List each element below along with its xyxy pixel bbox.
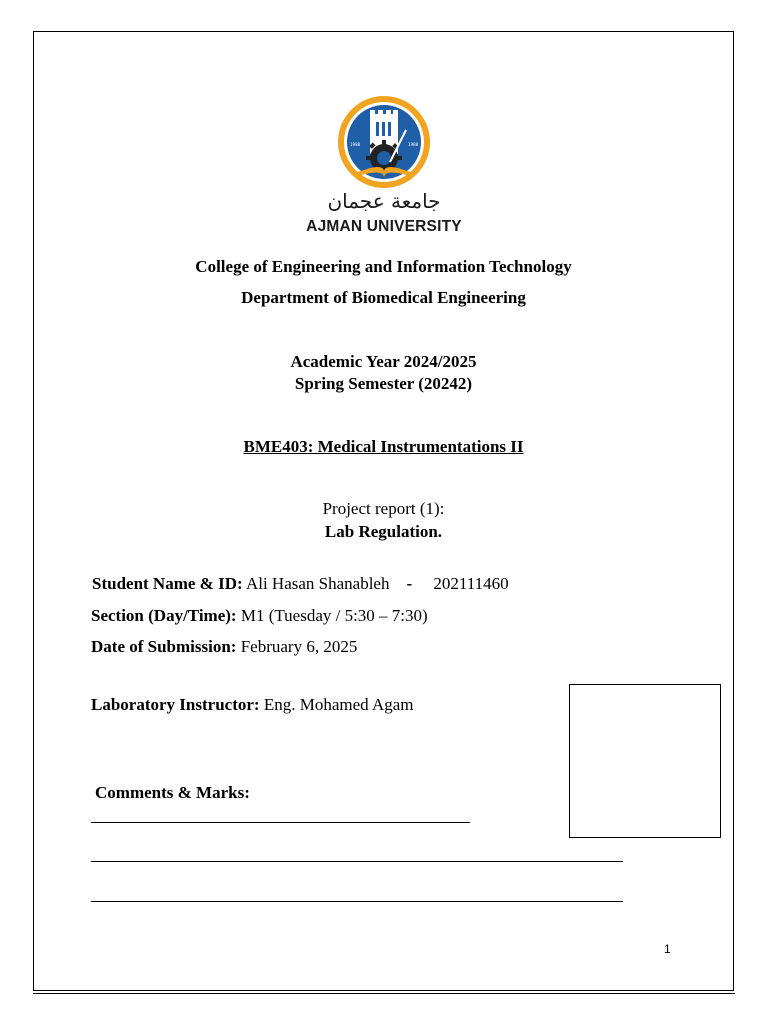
college-title: College of Engineering and Information Technology	[195, 257, 572, 276]
student-separator: -	[406, 574, 413, 593]
student-row	[92, 574, 509, 594]
course-title: BME403: Medical Instrumentations II	[243, 437, 524, 456]
page-number: 1	[664, 942, 671, 956]
page-bottom-rule	[33, 993, 735, 994]
university-logo	[300, 96, 468, 242]
instructor-value: Eng. Mohamed Agam	[263, 695, 414, 714]
section-row	[91, 606, 428, 626]
comment-line-2	[91, 861, 623, 862]
date-value: February 6, 2025	[240, 637, 358, 656]
logo-english-text: AJMAN UNIVERSITY	[306, 218, 462, 235]
logo-year-left: 1988	[350, 142, 361, 147]
report-label: Project report (1):	[322, 499, 445, 518]
date-label: Date of Submission:	[91, 637, 237, 656]
academic-year: Academic Year 2024/2025	[290, 352, 477, 371]
report-title: Lab Regulation.	[324, 522, 443, 541]
student-name: Ali Hasan Shanableh	[245, 574, 390, 593]
comments-label: Comments & Marks:	[95, 783, 250, 802]
logo-year-right: 1988	[408, 142, 419, 147]
instructor-row	[91, 695, 413, 715]
section-label: Section (Day/Time):	[91, 606, 237, 625]
semester: Spring Semester (20242)	[294, 374, 473, 393]
logo-arabic-text: جامعة عجمان	[327, 189, 441, 213]
student-id: 202111460	[433, 574, 509, 593]
student-label: Student Name & ID:	[92, 574, 243, 593]
marks-box	[569, 684, 721, 838]
department-title: Department of Biomedical Engineering	[241, 288, 526, 307]
section-value: M1 (Tuesday / 5:30 – 7:30)	[240, 606, 428, 625]
course-line	[33, 437, 734, 457]
date-row	[91, 637, 357, 657]
comment-line-3	[91, 901, 623, 902]
instructor-label: Laboratory Instructor:	[91, 695, 260, 714]
logo-emblem-icon	[300, 96, 468, 192]
comment-line-1	[91, 822, 470, 823]
